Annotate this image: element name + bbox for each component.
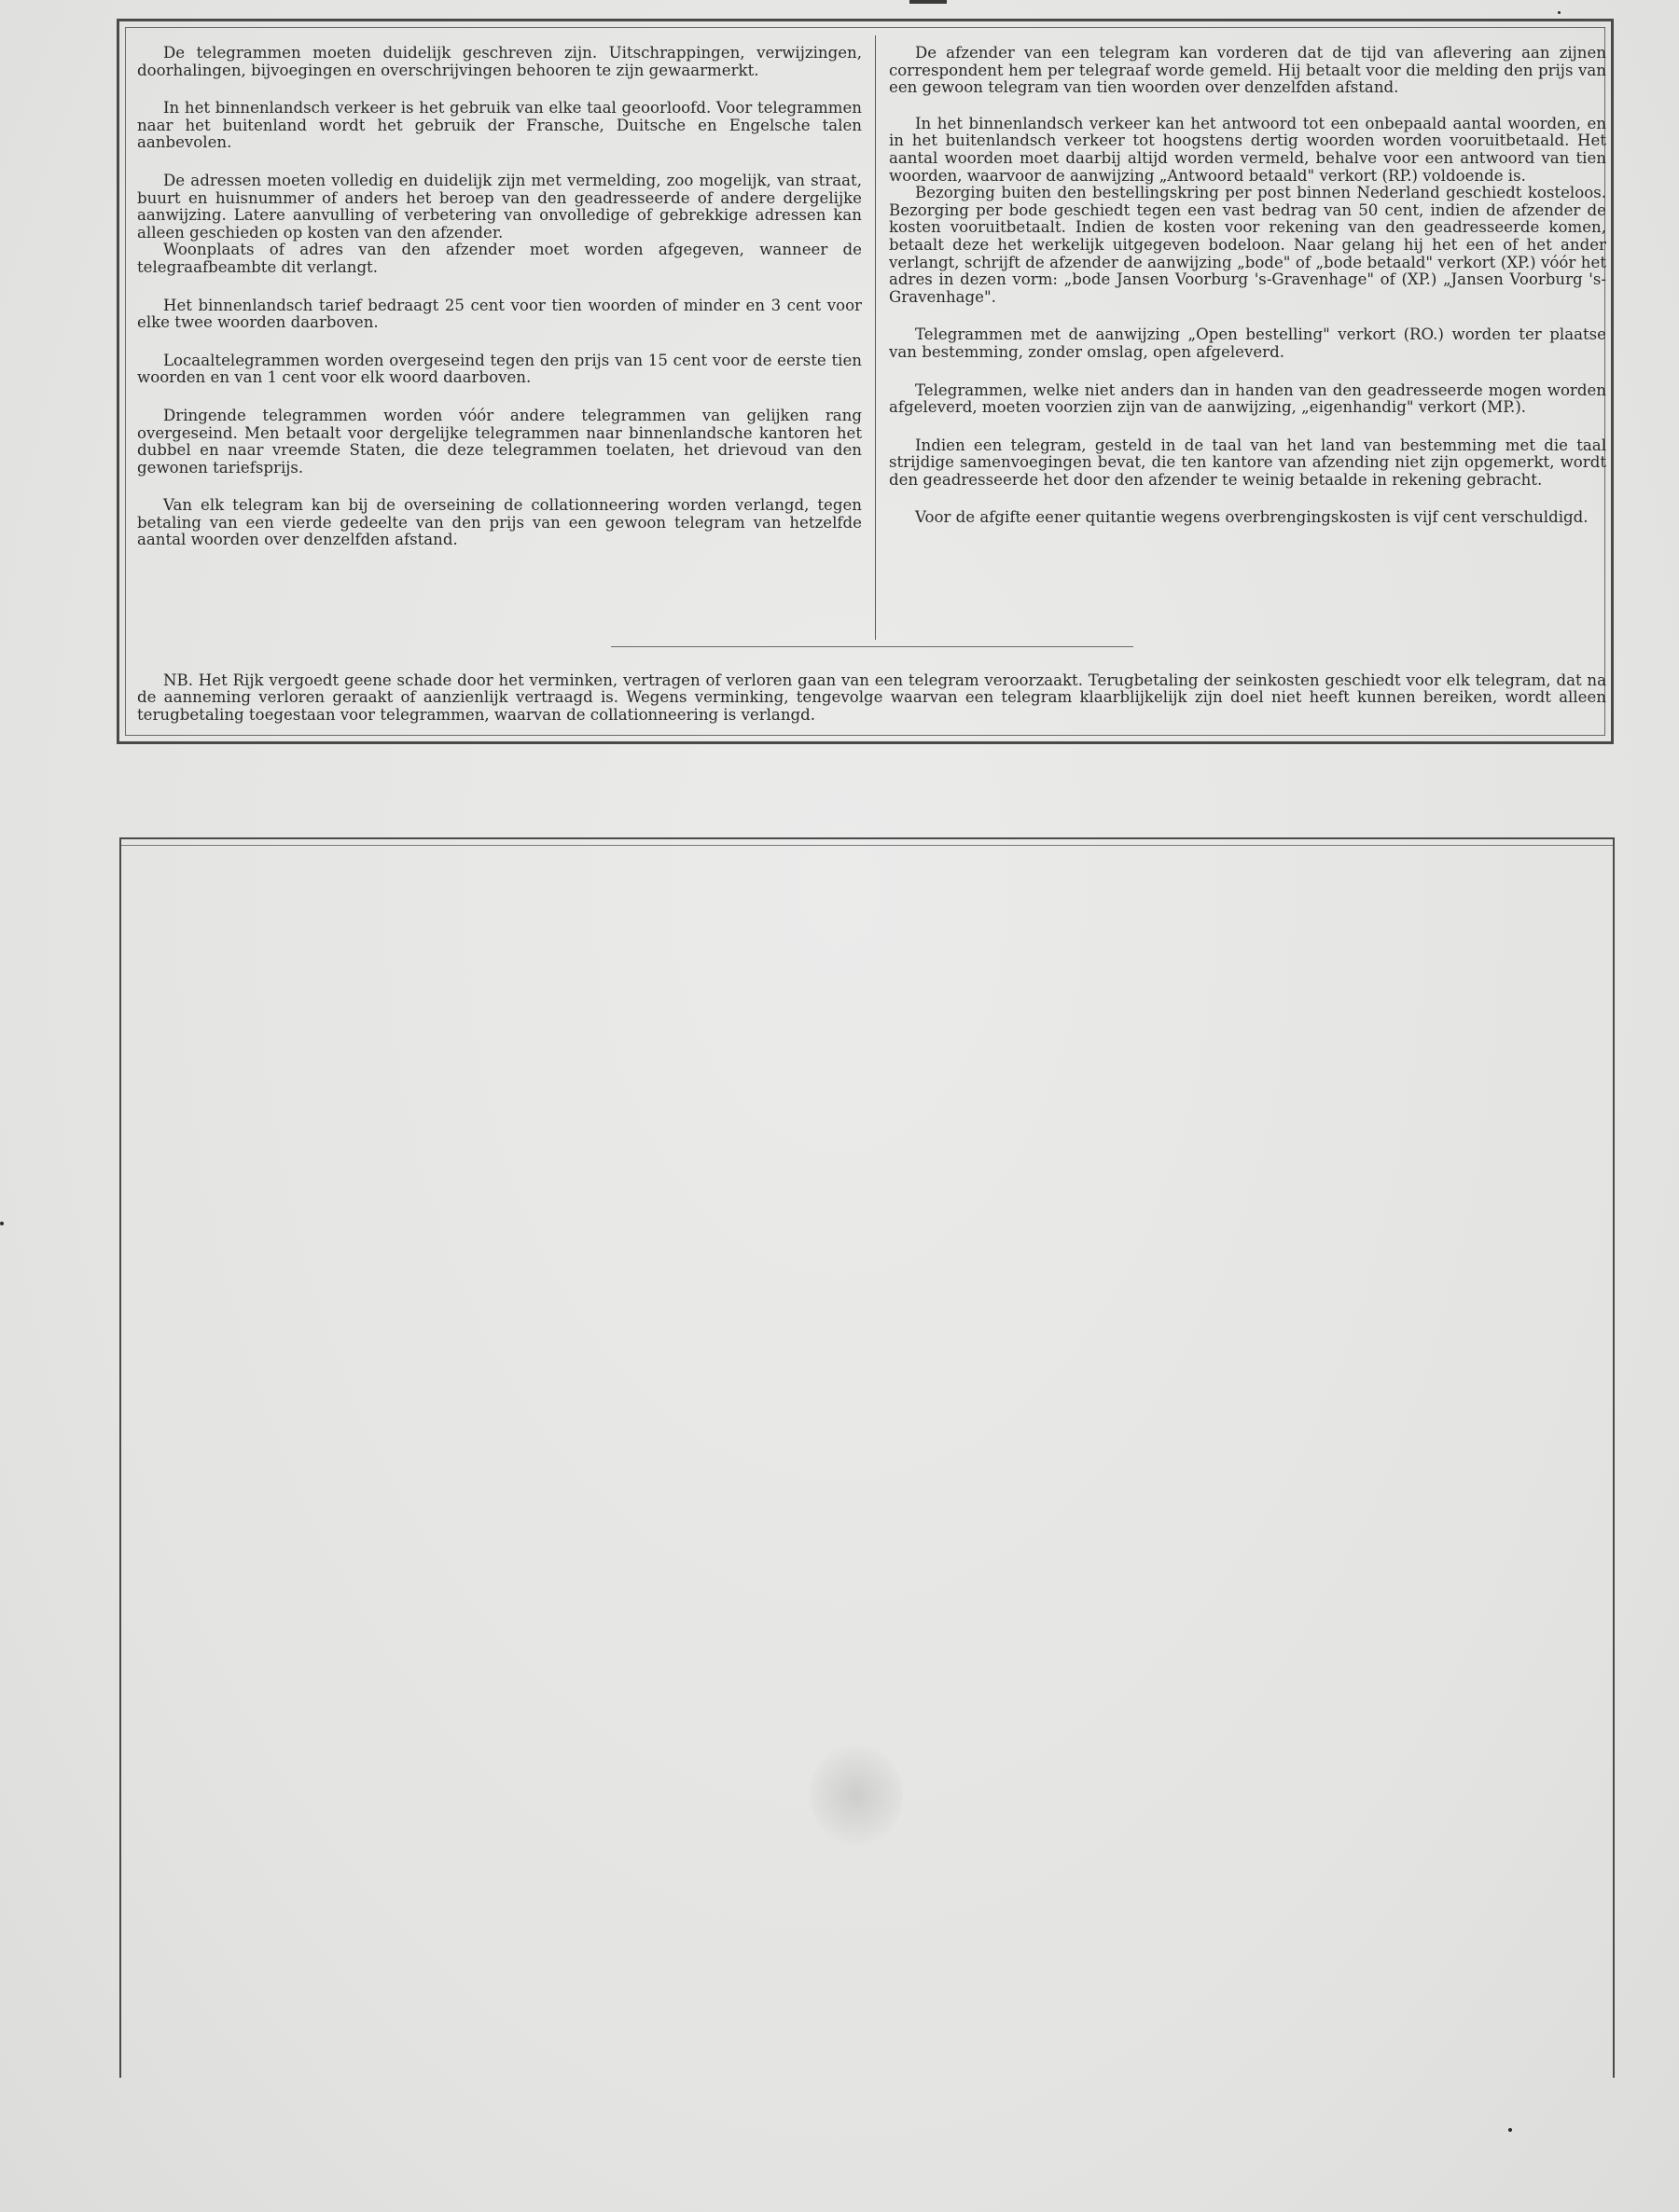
rule-personal-delivery: Telegrammen, welke niet anders dan in handen van den geadresseerde mogen worden afgeleverd, moeten voorzien zijn van de aanwijzing, „eigenhandig" verkort (MP.). — [889, 380, 1606, 417]
rule-delivery-notice: De afzender van een telegram kan vorderen dat de tijd van aflevering aan zijnen correspondent hem per telegraaf worde gemeld. Hij betaalt voor die melding den prijs van een gewoon telegram van tien woorden over denzelfden afstand. — [889, 44, 1606, 97]
paper-speck — [0, 1222, 4, 1225]
paper-speck — [1508, 2128, 1512, 2132]
rule-languages: In het binnenlandsch verkeer is het gebruik van elke taal geoorloofd. Voor telegrammen naar het buitenland wordt het gebruik der Fransche, Duitsche en Engelsche talen aanbevolen. — [137, 99, 862, 152]
rule-local-telegrams: Locaaltelegrammen worden overgeseind tegen den prijs van 15 cent voor de eerste tien woorden en van 1 cent voor elk woord daarboven. — [137, 351, 862, 387]
rule-collation: Van elk telegram kan bij de overseining de collationneering worden verlangd, tegen betaling van een vierde gedeelte van den prijs van een gewoon telegram van hetzelfde aantal woorden over denzelfden afstand. — [137, 496, 862, 549]
telegram-regulations-notice — [117, 19, 1614, 744]
column-divider — [875, 35, 876, 640]
rule-prepaid-reply: In het binnenlandsch verkeer kan het antwoord tot een onbepaald aantal woorden, en in het buitenlandsch verkeer tot hoogstens dertig woorden worden vooruitbetaald. Het aantal woorden moet daarbij altijd worden vermeld, behalve voor een antwoord van tien woorden, waarvoor de aanwijzing „Antwoord betaald" verkort (RP.) voldoende is. — [889, 114, 1606, 185]
rule-addresses: De adressen moeten volledig en duidelijk zijn met vermelding, zoo mogelijk, van straat, buurt en huisnummer of anders het beroep van den geadresseerde of andere dergelijke aanwijzing. Latere aanvulling of verbetering van onvolledige of gebrekkige adressen kan alleen geschieden op kosten van den afzender. — [137, 171, 862, 242]
nb-separator — [611, 646, 1133, 647]
right-column — [889, 45, 1606, 547]
rule-sender-address: Woonplaats of adres van den afzender moet worden afgegeven, wanneer de telegraafbeambte dit verlangt. — [137, 241, 862, 276]
rule-open-delivery: Telegrammen met de aanwijzing „Open bestelling" verkort (RO.) worden ter plaatse van bestemming, zonder omslag, open afgeleverd. — [889, 325, 1606, 361]
rule-urgent-telegrams: Dringende telegrammen worden vóór andere telegrammen van gelijken rang overgeseind. Men betaalt voor dergelijke telegrammen naar binnenlandsche kantoren het dubbel en naar vreemde Staten, die deze telegrammen toelaten, het drievoud van den gewonen tariefsprijs. — [137, 406, 862, 477]
top-edge-mark — [909, 0, 947, 4]
paper-speck — [1558, 11, 1561, 14]
left-column — [137, 45, 862, 570]
rule-domestic-tariff: Het binnenlandsch tarief bedraagt 25 cent voor tien woorden of minder en 3 cent voor elke twee woorden daarboven. — [137, 296, 862, 332]
notice-inner-frame — [125, 27, 1605, 736]
rule-legibility: De telegrammen moeten duidelijk geschreven zijn. Uitschrappingen, verwijzingen, doorhalingen, bijvoegingen en overschrijvingen behooren te zijn gewaarmerkt. — [137, 44, 862, 79]
telegram-writing-area — [119, 837, 1615, 2078]
rule-receipt-fee: Voor de afgifte eener quitantie wegens overbrengingskosten is vijf cent verschuldigd. — [915, 508, 1589, 527]
liability-note: NB. Het Rijk vergoedt geene schade door het verminken, vertragen of verloren gaan van een telegram veroorzaakt. Terugbetaling der seinkosten geschiedt voor elk telegram, dat na de aanneming verloren geraakt of aanzienlijk vertraagd is. Wegens verminking, tengevolge waarvan een telegram klaarblijkelijk zijn doel niet heeft kunnen bereiken, wordt alleen terugbetaling toegestaan voor telegrammen, waarvan de collationneering is verlangd. — [137, 671, 1606, 724]
rule-language-combinations: Indien een telegram, gesteld in de taal van het land van bestemming met die taal strijdige samenvoegingen bevat, die ten kantore van afzending niet zijn opgemerkt, wordt den geadresseerde het door den afzender te weinig betaalde in rekening gebracht. — [889, 435, 1606, 489]
paper-stain — [810, 1744, 903, 1846]
form-top-rule — [121, 845, 1613, 846]
rule-courier-delivery: Bezorging buiten den bestellingskring per post binnen Nederland geschiedt kosteloos. Bezorging per bode geschiedt tegen een vast bedrag van 50 cent, indien de afzender de kosten vooruitbetaalt. Indien de kosten voor rekening van den geadresseerde komen, betaalt deze het werkelijk uitgegeven bodeloon. Naar gelang hij het een of het ander verlangt, schrijft de afzender de aanwijzing „bode" of „bode betaald" verkort (XP.) vóór het adres in dezen vorm: „bode Jansen Voorburg 's-Gravenhage" of (XP.) „Jansen Voorburg 's-Gravenhage". — [889, 184, 1606, 306]
